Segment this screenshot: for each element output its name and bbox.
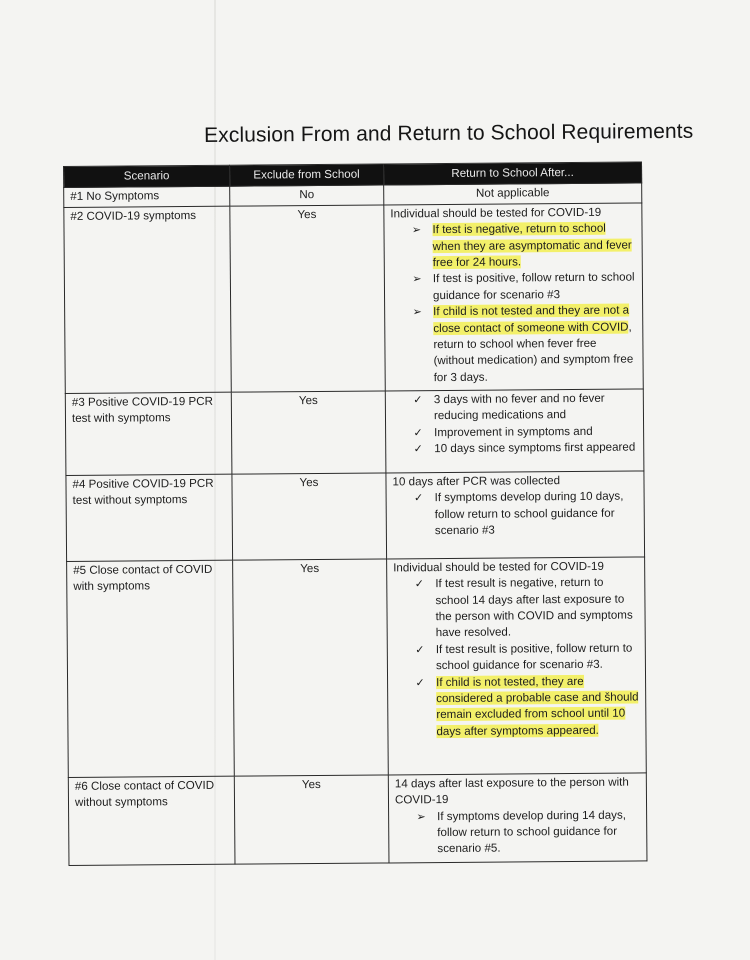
table-row bbox=[67, 557, 647, 778]
requirements-table bbox=[63, 161, 647, 865]
scenario-cell: #3 Positive COVID-19 PCR test with symptoms bbox=[65, 392, 232, 475]
table-row bbox=[65, 389, 644, 476]
exclude-cell: Yes bbox=[230, 205, 385, 392]
list-item bbox=[391, 303, 637, 387]
scenario-cell: #6 Close contact of COVID without symptoms bbox=[68, 776, 235, 865]
highlighted-text: If test is negative, return to school when they are asymptomatic and fever free for 24 hours. bbox=[432, 221, 632, 270]
check-bullet-icon: ✓ bbox=[413, 426, 423, 439]
header-scenario: Scenario bbox=[64, 165, 230, 188]
scenario-cell: #1 No Symptoms bbox=[64, 187, 230, 208]
arrow-bullet-icon: ➢ bbox=[412, 306, 422, 319]
highlighted-text: If child is not tested, they are considered a probable case and šhould remain excluded from school until 10 days after symptoms appeared. bbox=[436, 674, 639, 738]
item-text: Improvement in symptoms and bbox=[434, 424, 593, 439]
exclude-cell: No bbox=[230, 185, 384, 206]
exclude-cell: Yes bbox=[233, 559, 389, 776]
arrow-bullet-icon: ➢ bbox=[416, 810, 426, 823]
return-intro: Individual should be tested for COVID-19 bbox=[390, 205, 602, 221]
header-exclude: Exclude from School bbox=[229, 164, 383, 187]
return-intro: 14 days after last exposure to the person with COVID-19 bbox=[394, 775, 629, 807]
list-item bbox=[394, 673, 640, 741]
item-text: 3 days with no fever and no fever reducing medications and bbox=[433, 391, 605, 423]
item-text: If symptoms develop during 14 days, follow return to school guidance for scenario #5. bbox=[437, 808, 626, 856]
check-bullet-icon: ✓ bbox=[414, 578, 424, 591]
item-text: If test is positive, follow return to school guidance for scenario #3 bbox=[432, 270, 635, 302]
return-cell: Not applicable bbox=[384, 183, 642, 204]
item-text: , return to school when fever free (without medication) and symptom free for 3 days. bbox=[433, 320, 634, 384]
return-cell bbox=[387, 557, 647, 775]
return-list bbox=[393, 575, 639, 741]
return-list bbox=[390, 221, 636, 387]
item-text: If test result is positive, follow return to school guidance for scenario #3. bbox=[435, 641, 633, 673]
list-item bbox=[392, 440, 637, 458]
header-return: Return to School After... bbox=[383, 162, 641, 185]
check-bullet-icon: ✓ bbox=[413, 443, 423, 456]
exclude-cell: Yes bbox=[232, 473, 387, 560]
item-text: If test result is negative, return to school 14 days after last exposure to the person with COVID and symptoms have resolved. bbox=[435, 575, 633, 640]
exclude-cell: Yes bbox=[234, 775, 389, 864]
list-item bbox=[395, 807, 640, 858]
check-bullet-icon: ✓ bbox=[413, 393, 423, 407]
return-cell bbox=[386, 471, 645, 559]
return-cell bbox=[384, 203, 643, 391]
list-item bbox=[393, 489, 638, 540]
table-row bbox=[66, 471, 645, 562]
arrow-bullet-icon: ➢ bbox=[411, 224, 422, 237]
item-text: 10 days since symptoms first appeared bbox=[434, 440, 636, 456]
return-list bbox=[392, 390, 638, 458]
item-text: If symptoms develop during 10 days, follow return to school guidance for scenario #3 bbox=[434, 489, 624, 538]
table-row bbox=[68, 773, 647, 866]
exclude-cell: Yes bbox=[231, 391, 386, 474]
return-cell bbox=[388, 773, 647, 863]
list-item bbox=[392, 390, 637, 425]
scenario-cell: #2 COVID-19 symptoms bbox=[64, 206, 231, 393]
return-intro: 10 days after PCR was collected bbox=[392, 473, 561, 489]
scenario-cell: #4 Positive COVID-19 PCR test without symptoms bbox=[66, 474, 233, 561]
list-item bbox=[391, 270, 636, 305]
check-bullet-icon: ✓ bbox=[415, 644, 425, 657]
list-item bbox=[392, 423, 637, 441]
return-list bbox=[393, 489, 638, 540]
check-bullet-icon: ✓ bbox=[413, 492, 424, 505]
return-cell bbox=[385, 389, 644, 473]
highlighted-text: If child is not tested and they are not a close contact of someone with COVID bbox=[433, 303, 630, 335]
scenario-cell: #5 Close contact of COVID with symptoms bbox=[67, 560, 235, 777]
list-item bbox=[390, 221, 635, 272]
arrow-bullet-icon: ➢ bbox=[412, 273, 422, 286]
check-bullet-icon: ✓ bbox=[415, 676, 425, 689]
table-row bbox=[64, 203, 643, 394]
return-list bbox=[395, 807, 640, 858]
list-item bbox=[394, 640, 639, 675]
page-title: Exclusion From and Return to School Requirements bbox=[204, 119, 694, 147]
list-item bbox=[393, 575, 639, 643]
return-intro: Individual should be tested for COVID-19 bbox=[393, 559, 604, 575]
